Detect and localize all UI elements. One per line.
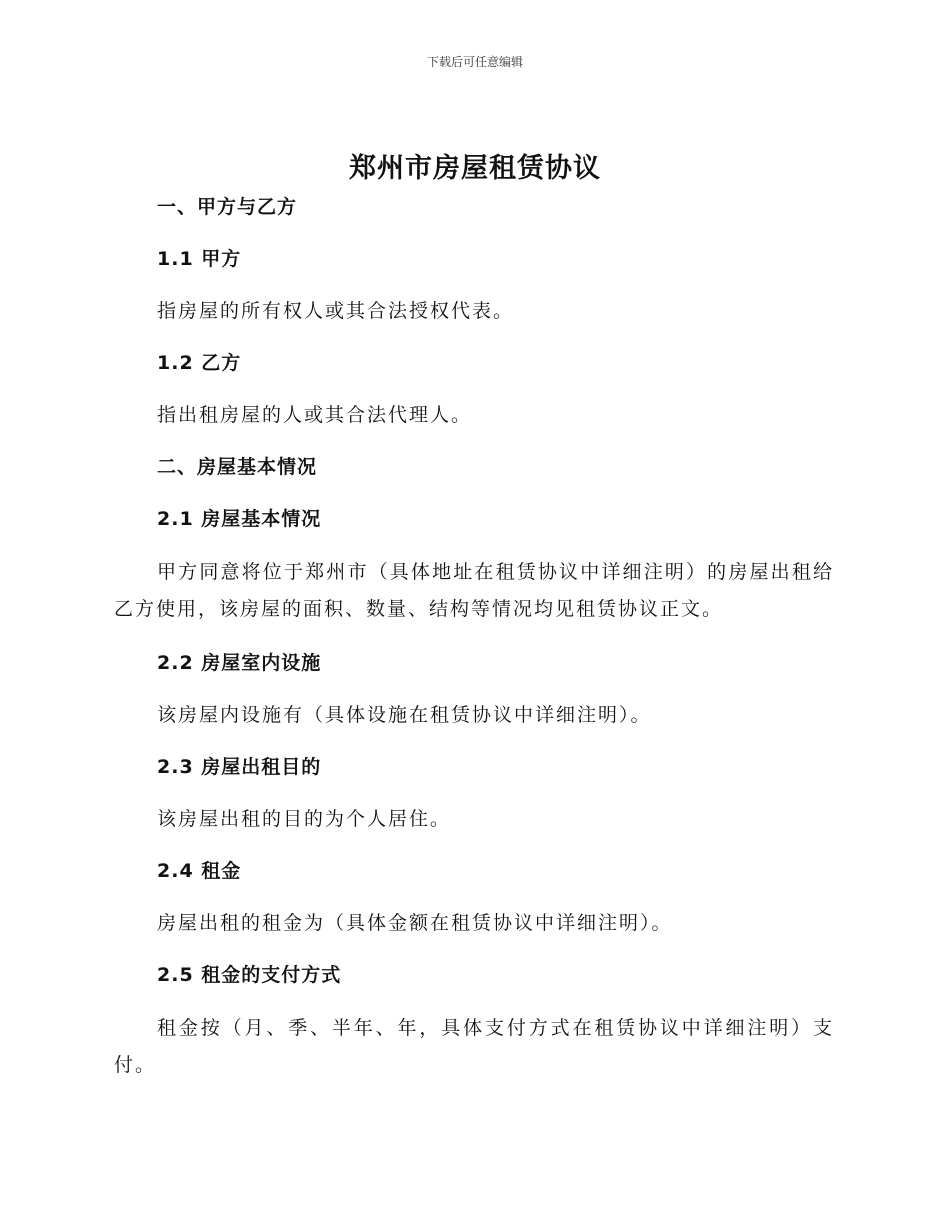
subsection-heading-1-2: 1.2 乙方 [157,352,242,374]
subsection-heading-2-3: 2.3 房屋出租目的 [157,756,322,778]
paragraph-2-2: 该房屋内设施有（具体设施在租赁协议中详细注明）。 [157,704,652,726]
subsection-heading-2-2: 2.2 房屋室内设施 [157,652,322,674]
paragraph-2-3: 该房屋出租的目的为个人居住。 [157,808,452,830]
subsection-heading-2-5: 2.5 租金的支付方式 [157,964,342,986]
subsection-heading-2-1: 2.1 房屋基本情况 [157,508,322,530]
paragraph-1-1: 指房屋的所有权人或其合法授权代表。 [157,300,515,322]
paragraph-2-4: 房屋出租的租金为（具体金额在租赁协议中详细注明）。 [157,912,673,934]
subsection-heading-2-4: 2.4 租金 [157,860,242,882]
section-heading-1: 一、甲方与乙方 [157,196,298,218]
paragraph-1-2: 指出租房屋的人或其合法代理人。 [157,404,473,426]
paragraph-2-5: 租金按（月、季、半年、年，具体支付方式在租赁协议中详细注明）支付。 [114,1017,834,1076]
document-title: 郑州市房屋租赁协议 [349,153,601,184]
paragraph-2-1: 甲方同意将位于郑州市（具体地址在租赁协议中详细注明）的房屋出租给乙方使用，该房屋的面积、数量、结构等情况均见租赁协议正文。 [114,561,834,620]
header-note: 下载后可任意编辑 [426,55,523,69]
subsection-heading-1-1: 1.1 甲方 [157,248,242,270]
section-heading-2: 二、房屋基本情况 [157,456,318,478]
document-body [114,190,834,1102]
